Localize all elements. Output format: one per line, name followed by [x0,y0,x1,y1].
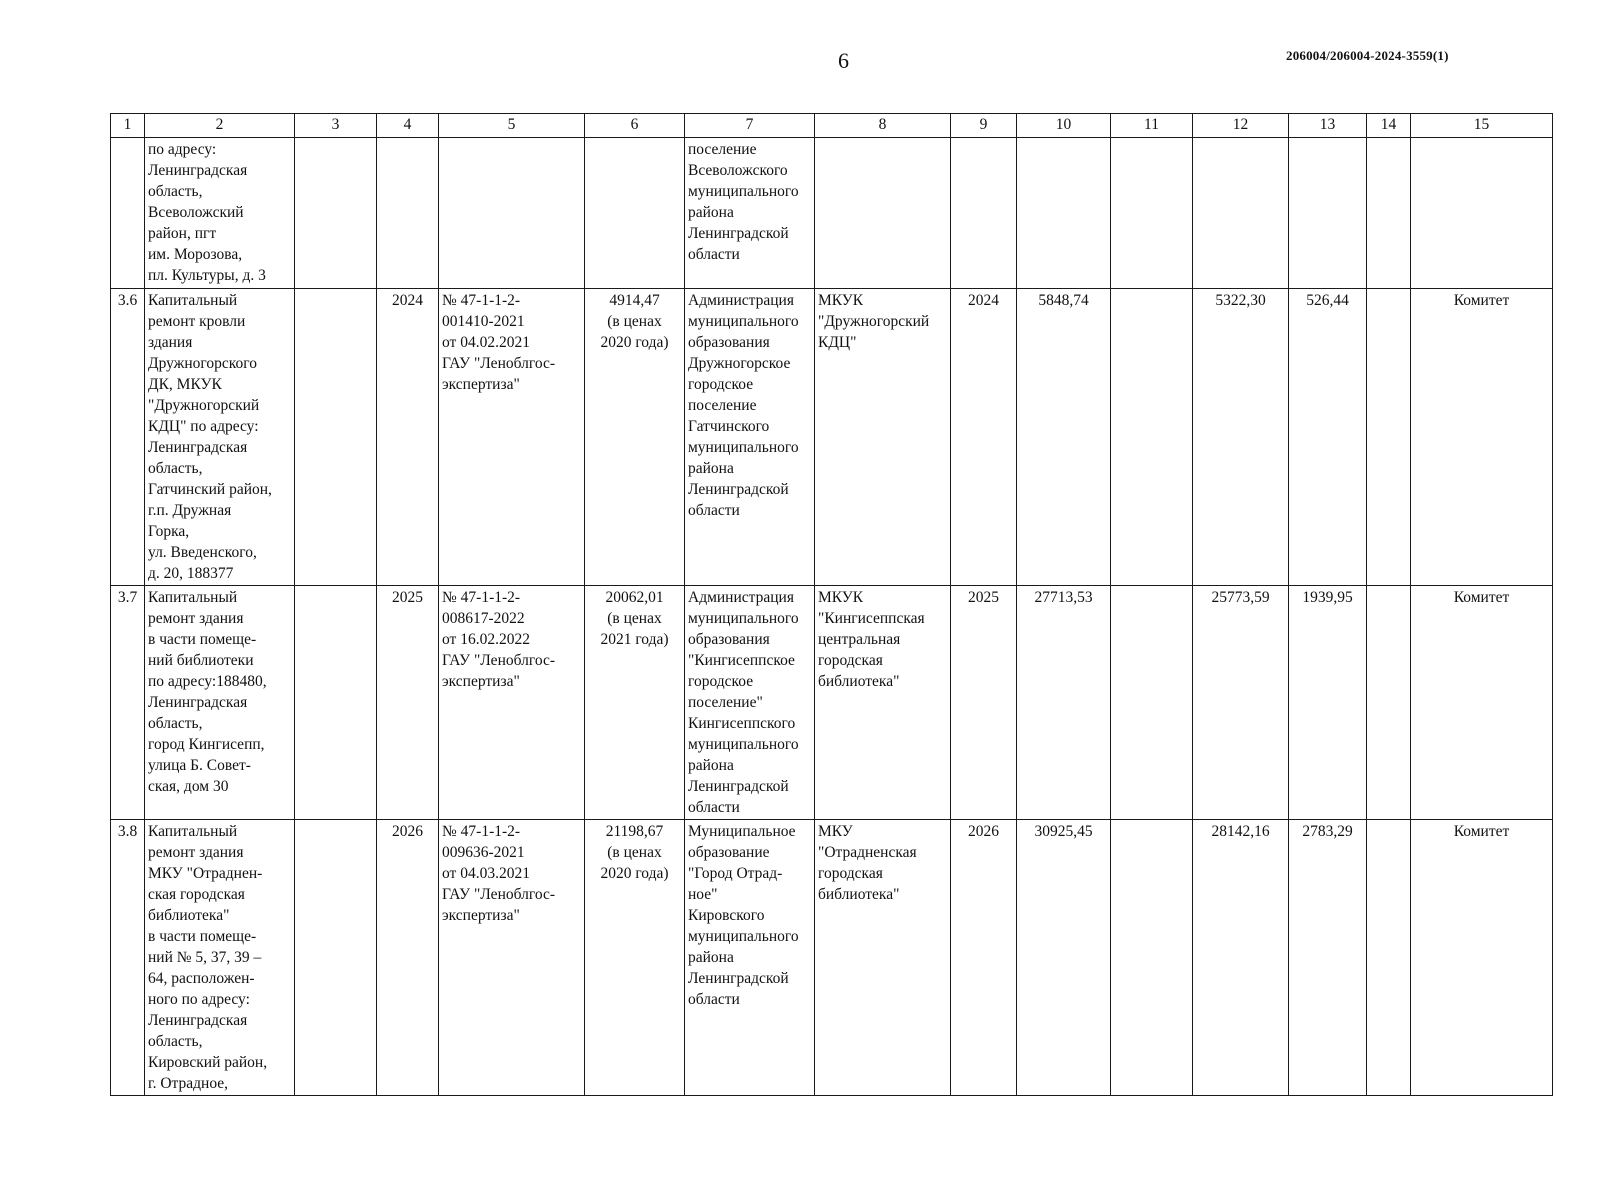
amount-cell: 30925,45 [1017,820,1111,1096]
estimate-cell: 4914,47 (в ценах 2020 года) [585,289,685,586]
responsible-cell: Комитет [1411,289,1553,586]
column-header: 11 [1111,114,1193,138]
administration-cell: Администрация муниципального образования "Кингисеппское городское поселение" Кингисеппского муниципального района Ленинградской области [685,586,815,820]
table-cell [295,586,377,820]
recipient-cell: МКУК "Дружногорский КДЦ" [815,289,951,586]
column-header: 12 [1193,114,1289,138]
amount-cell [1111,820,1193,1096]
column-number-row [111,114,1553,138]
column-header: 13 [1289,114,1367,138]
expertise-cell: № 47-1-1-2- 008617-2022 от 16.02.2022 ГАУ "Леноблгос- экспертиза" [439,586,585,820]
year-cell [951,138,1017,289]
year-cell: 2024 [951,289,1017,586]
column-header: 1 [111,114,145,138]
responsible-cell: Комитет [1411,820,1553,1096]
object-name-cell: Капитальный ремонт здания в части помеще- ний библиотеки по адресу:188480, Ленинградская область, город Кингисепп, улица Б. Совет- ская, дом 30 [145,586,295,820]
table-cell [295,138,377,289]
estimate-cell: 21198,67 (в ценах 2020 года) [585,820,685,1096]
table-row [111,289,1553,586]
estimate-cell [585,138,685,289]
column-header: 15 [1411,114,1553,138]
administration-cell: поселение Всеволожского муниципального района Ленинградской области [685,138,815,289]
table-row [111,586,1553,820]
table-row [111,138,1553,289]
estimate-cell: 20062,01 (в ценах 2021 года) [585,586,685,820]
column-header: 8 [815,114,951,138]
year-cell: 2024 [377,289,439,586]
amount-cell: 1939,95 [1289,586,1367,820]
row-number-cell [111,138,145,289]
object-name-cell: Капитальный ремонт здания МКУ "Отраднен- ская городская библиотека" в части помеще- ний № 5, 37, 39 – 64, расположен- ного по адресу: Ленинградская область, Кировский район, г. Отрадное, [145,820,295,1096]
table-cell [295,289,377,586]
expertise-cell [439,138,585,289]
document-id: 206004/206004-2024-3559(1) [1286,48,1449,63]
year-cell: 2026 [377,820,439,1096]
year-cell: 2025 [951,586,1017,820]
year-cell: 2026 [951,820,1017,1096]
column-header: 6 [585,114,685,138]
amount-cell [1111,586,1193,820]
program-table [110,113,1553,1096]
amount-cell: 2783,29 [1289,820,1367,1096]
administration-cell: Муниципальное образование "Город Отрад- ное" Кировского муниципального района Ленинградской области [685,820,815,1096]
row-number-cell: 3.8 [111,820,145,1096]
recipient-cell: МКУ "Отрадненская городская библиотека" [815,820,951,1096]
recipient-cell: МКУК "Кингисеппская центральная городская библиотека" [815,586,951,820]
amount-cell: 5848,74 [1017,289,1111,586]
expertise-cell: № 47-1-1-2- 009636-2021 от 04.03.2021 ГАУ "Леноблгос- экспертиза" [439,820,585,1096]
object-name-cell: по адресу: Ленинградская область, Всеволожский район, пгт им. Морозова, пл. Культуры, д. 3 [145,138,295,289]
expertise-cell: № 47-1-1-2- 001410-2021 от 04.02.2021 ГАУ "Леноблгос- экспертиза" [439,289,585,586]
column-header: 7 [685,114,815,138]
amount-cell [1289,138,1367,289]
responsible-cell [1411,138,1553,289]
row-number-cell: 3.6 [111,289,145,586]
amount-cell: 5322,30 [1193,289,1289,586]
table-cell [1367,138,1411,289]
amount-cell: 25773,59 [1193,586,1289,820]
amount-cell [1193,138,1289,289]
responsible-cell: Комитет [1411,586,1553,820]
table-cell [295,820,377,1096]
year-cell [377,138,439,289]
column-header: 9 [951,114,1017,138]
table-cell [1367,289,1411,586]
amount-cell [1111,138,1193,289]
table-row [111,820,1553,1096]
amount-cell [1111,289,1193,586]
column-header: 14 [1367,114,1411,138]
amount-cell: 27713,53 [1017,586,1111,820]
object-name-cell: Капитальный ремонт кровли здания Дружногорского ДК, МКУК "Дружногорский КДЦ" по адресу: Ленинградская область, Гатчинский район, г.п. Дружная Горка, ул. Введенского, д. 20, 188377 [145,289,295,586]
table-cell [1367,820,1411,1096]
column-header: 5 [439,114,585,138]
table-cell [1367,586,1411,820]
row-number-cell: 3.7 [111,586,145,820]
page-number: 6 [838,48,849,73]
column-header: 2 [145,114,295,138]
column-header: 3 [295,114,377,138]
year-cell: 2025 [377,586,439,820]
amount-cell [1017,138,1111,289]
administration-cell: Администрация муниципального образования Дружногорское городское поселение Гатчинского муниципального района Ленинградской области [685,289,815,586]
column-header: 10 [1017,114,1111,138]
column-header: 4 [377,114,439,138]
amount-cell: 28142,16 [1193,820,1289,1096]
amount-cell: 526,44 [1289,289,1367,586]
recipient-cell [815,138,951,289]
